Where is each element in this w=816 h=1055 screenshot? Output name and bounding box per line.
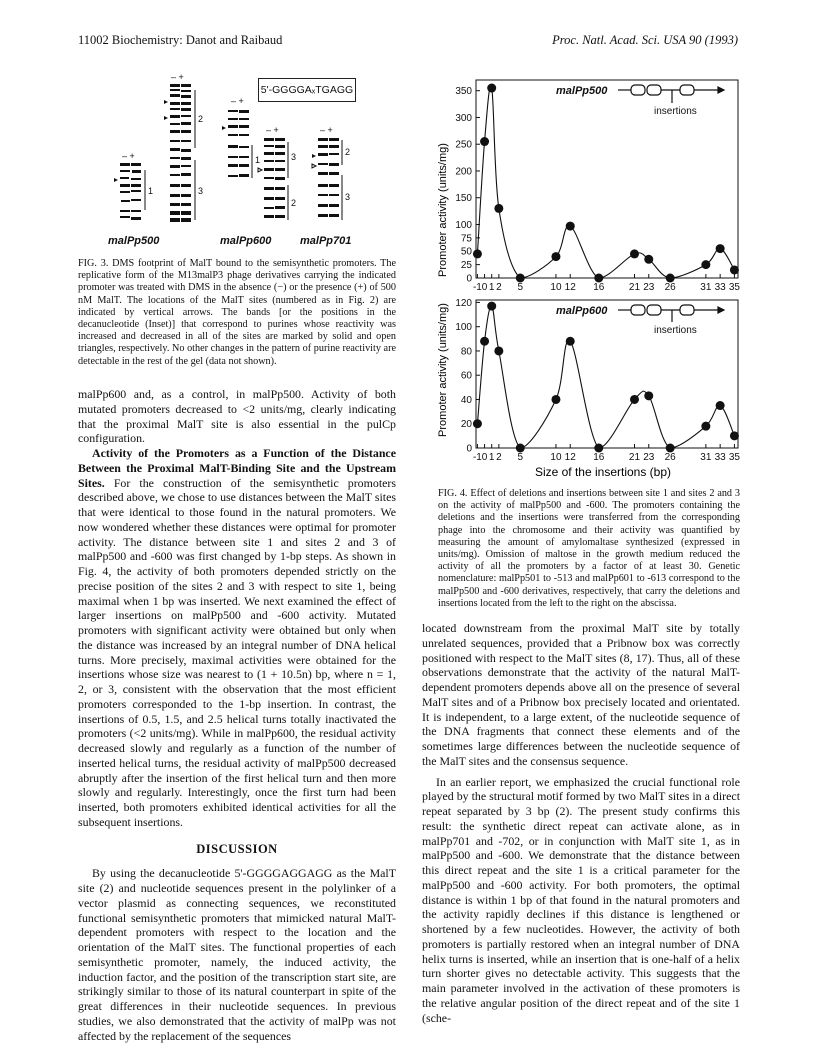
minus-plus-label-1a: – + <box>122 151 135 161</box>
y-tick-label: 300 <box>455 112 472 124</box>
y-tick-label: 60 <box>460 370 472 382</box>
x-tick-label: 2 <box>496 282 502 293</box>
gel-lane-600a <box>228 110 249 177</box>
data-point <box>701 260 710 269</box>
y-tick-label: 350 <box>455 86 472 98</box>
data-point <box>630 249 639 258</box>
figure-3-caption <box>78 258 396 368</box>
svg-text:malPp500: malPp500 <box>556 85 608 97</box>
svg-text:1: 1 <box>255 155 261 165</box>
data-point <box>701 422 710 431</box>
lane-label-malPp600: malPp600 <box>220 235 272 247</box>
x-tick-label: 21 <box>628 452 641 463</box>
svg-text:2: 2 <box>198 114 204 124</box>
y-tick-label: 40 <box>460 394 472 406</box>
x-tick-label: 1 <box>488 282 495 293</box>
x-tick-label: 2 <box>496 452 502 463</box>
paragraph-distance-text: For the construction of the semisynthetic promoters described above, we chose to use distances between the MalT sites that were identical to those found in the natural promoters. We now wondered whether these distances were optimal for promoter activity. The distance between site 1 and sites 2 and 3 of malPp500 and -600 was first changed by 1-bp steps. As shown in Fig. 4, the activity of both promoters depended strictly on the precise position of the sites 2 and 3 with respect to site 1, being maximal when 1 bp was inserted. We next examined the effect of larger insertions on malPp500 and -600 activity. Mutated promoters with significant activity were obtained but only when the distance was increased by an integral number of DNA helical turns. More precisely, maximal activities were obtained for the insertions whose size was nearest to (1 + 10.5n) bp, where n = 1, 2, or 3, consistent with the observation that the most efficient promoters corresponded to the 1-bp insertion. In contrast, the insertions of 0.5, 1.5, and 2.5 helical turns totally inactivated the promoters (<2 units/mg). While in malPp600, the residual activity decreased slowly and regularly as a function of the number of inserted helical turns, the residual activity of malPp500 decreased abruptly after the insertion of the first helical turn and then more slowly and regularly. Interestingly, once the first turn had been inserted, both promoters exhibited identical activities for all the subsequent insertions. <box>78 475 396 829</box>
y-tick-label: 120 <box>455 297 472 309</box>
paragraph-distance <box>78 446 396 830</box>
running-header <box>78 33 738 49</box>
data-point <box>666 274 675 283</box>
chart-malPp600 <box>455 298 740 463</box>
data-point <box>473 249 482 258</box>
data-point <box>666 444 675 453</box>
figure-4-charts <box>418 60 748 480</box>
y-axis-label-bottom: Promoter activity (units/mg) <box>437 303 449 437</box>
svg-text:2: 2 <box>291 198 297 208</box>
figure-4-caption <box>438 488 740 610</box>
plot-frame <box>476 300 738 448</box>
y-tick-label: 0 <box>466 273 472 285</box>
x-tick-label: 5 <box>517 282 524 293</box>
data-point <box>644 255 653 264</box>
construct-diagram-500 <box>556 85 724 117</box>
svg-text:malPp600: malPp600 <box>556 305 608 317</box>
gel-lane-500a <box>120 163 141 220</box>
x-tick-label: 10 <box>550 452 562 463</box>
x-tick-label: 23 <box>643 282 655 293</box>
left-column <box>78 387 396 1043</box>
x-tick-label: 5 <box>517 452 524 463</box>
svg-text:– +: – + <box>171 72 184 82</box>
svg-text:3: 3 <box>291 152 297 162</box>
data-point <box>566 222 575 231</box>
x-tick-label: 31 <box>700 282 712 293</box>
y-tick-label: 250 <box>455 139 472 151</box>
y-tick-label: 80 <box>460 346 472 358</box>
figure-4-caption-text: FIG. 4. Effect of deletions and insertions between site 1 and sites 2 and 3 on the activity of malPp500 and -600. The promoters containing the deletions and the insertions were transferred from the corresponding phage into the chromosome and their activity was quantified by measuring the amount of amylomaltase synthesized (expressed in units/mg). Omission of maltose in the growth medium reduced the activity of all the promoters by a factor of at least 30. Genetic nomenclature: malPp501 to -513 and malPp601 to -613 correspond to the malPp500 and -600 derivatives, respectively, that carry the deletions and insertions located from the left to the right on the abscissa. <box>438 488 740 609</box>
y-axis-label-top: Promoter activity (units/mg) <box>437 143 449 277</box>
data-point <box>516 274 525 283</box>
data-point <box>487 84 496 93</box>
paragraph-direct-repeat: In an earlier report, we emphasized the crucial functional role played by the structural motif formed by two MalT sites in a direct repeat separated by 3 bp (2). The present study confirms this result: the synthetic direct repeat can activate alone, as in malPp701 and -702, or in conjunction with MalT site 1, as in malPp500 and -600. We demonstrate that the distance between this direct repeat and the site 1 is a critical parameter for the malPp500 and -600 activity. For both promoters, the optimal distance is within 1 bp of that found in the natural promoters and the activity rapidly declines if this distance is lengthened or shortened by a few nucleotides. However, the activity of both promoters is partially restored when an integral number of DNA helix turns is inserted, while an insertion that is one-half of a helix turn shorter gives no detectable activity. This suggests that the main parameter involved in the activation of these promoters is the relative angular position of the direct repeat and of the site 1 (sche- <box>422 774 740 1025</box>
x-tick-label: 16 <box>593 282 605 293</box>
data-point <box>487 302 496 311</box>
gel-lane-600b <box>264 138 285 218</box>
data-point <box>716 244 725 253</box>
y-tick-label: 100 <box>455 219 472 231</box>
x-axis-label: Size of the insertions (bp) <box>534 465 672 479</box>
data-point <box>494 204 503 213</box>
y-tick-label: 100 <box>455 322 472 334</box>
data-point <box>594 444 603 453</box>
section-heading-activity: Activity of the Promoters as a Function of the Distance Between the Proximal MalT-Binding Site and the Upstream Sites. <box>78 446 396 490</box>
x-tick-label: 35 <box>728 452 740 463</box>
x-tick-label: 12 <box>564 452 576 463</box>
data-point <box>480 137 489 146</box>
data-point <box>594 274 603 283</box>
x-tick-label: -1 <box>472 282 482 293</box>
right-column <box>422 621 740 1025</box>
x-tick-label: -1 <box>472 452 482 463</box>
x-tick-label: 26 <box>664 282 676 293</box>
inset-sequence: 5'-GGGGAₓTGAGG <box>260 84 354 96</box>
data-point <box>480 337 489 346</box>
x-tick-label: 26 <box>664 452 676 463</box>
data-point <box>551 395 560 404</box>
svg-text:insertions: insertions <box>654 106 697 117</box>
x-tick-label: 33 <box>714 282 726 293</box>
y-tick-label: 25 <box>460 260 472 272</box>
data-point <box>516 444 525 453</box>
paragraph-pribnow: located downstream from the proximal MalT site by totally unrelated sequences, provided that a Pribnow box was correctly positioned with respect to the MalT sites (8, 17). Thus, all of these observations demonstrate that the activity of the natural MalT-dependent promoters depends above all on the presence of several MalT sites and of a Pribnow box precisely located and orientated. It is independent, to a large extent, of the nucleotide sequence of the DNA fragments that connect these elements and of the sometimes large differences between the nucleotide sequence of the MalT sites and the consensus sequence. <box>422 621 740 768</box>
data-point <box>644 391 653 400</box>
x-tick-label: 33 <box>714 452 726 463</box>
data-point <box>551 252 560 261</box>
data-point <box>494 346 503 355</box>
x-tick-label: 0 <box>481 452 488 463</box>
y-tick-label: 50 <box>460 246 472 258</box>
journal-citation: Proc. Natl. Acad. Sci. USA 90 (1993) <box>552 33 738 47</box>
data-point <box>730 431 739 440</box>
construct-diagram-600 <box>556 305 724 336</box>
discussion-heading: DISCUSSION <box>196 841 278 856</box>
svg-text:1: 1 <box>148 186 154 196</box>
paragraph-discussion: By using the decanucleotide 5'-GGGGAGGAGG as the MalT site (2) and nucleotide sequences present in the polylinker of a vector plasmid as connecting sequences, we reconstituted functional semisynthetic promoters that mimicked natural MalT-dependent promoters with respect to the location and the orientation of the MalT sites. The functional properties of each semisynthetic promoter, namely, the induced activity, the induction factor, and the position of the transcription start site, are strikingly similar to those of its natural counterpart in spite of the great differences in their nucleotide sequences. In previous studies, we also demonstrated that the activity of malPp was not affected by the replacement of the sequences <box>78 866 396 1043</box>
decanucleotide-inset <box>258 78 356 102</box>
x-tick-label: 35 <box>728 282 740 293</box>
y-tick-label: 200 <box>455 166 472 178</box>
svg-text:– +: – + <box>320 125 333 135</box>
lane-label-malPp701: malPp701 <box>300 235 352 247</box>
gel-lane-500b <box>170 84 191 222</box>
x-tick-label: 21 <box>628 282 641 293</box>
figure-3-caption-text: FIG. 3. DMS footprint of MalT bound to the semisynthetic promoters. The replicative form of the M13malP3 phage derivatives carrying the indicated promoter was treated with DMS in the absence (−) or the presence (+) of 500 nM MalT. The locations of the MalT sites (numbered as in Fig. 2) are indicated by vertical arrows. The bands [or the positions in the decanucleotide (Inset)] that correspond to purines whose reactivity was increased and decreased in all of the sites are marked by solid and open triangles, respectively. No other changes in the pattern of purine reactivity are detectable in the rest of the gel (data not shown). <box>78 258 396 367</box>
x-tick-label: 23 <box>643 452 655 463</box>
data-point <box>630 395 639 404</box>
data-point <box>566 337 575 346</box>
x-tick-label: 12 <box>564 282 576 293</box>
gel-lane-701 <box>318 138 339 217</box>
svg-text:– +: – + <box>231 96 244 106</box>
page-number-and-authors: 11002 Biochemistry: Danot and Raibaud <box>78 33 283 47</box>
svg-text:3: 3 <box>345 192 351 202</box>
x-tick-label: 0 <box>481 282 488 293</box>
x-tick-label: 10 <box>550 282 562 293</box>
data-point <box>730 265 739 274</box>
data-point <box>473 419 482 428</box>
svg-text:3: 3 <box>198 186 204 196</box>
svg-text:insertions: insertions <box>654 325 697 336</box>
y-tick-label: 0 <box>466 443 472 455</box>
lane-label-malPp500: malPp500 <box>108 235 160 247</box>
x-tick-label: 1 <box>488 452 495 463</box>
plot-frame <box>476 80 738 278</box>
svg-text:– +: – + <box>266 125 279 135</box>
paragraph-pulcp: malPp600 and, as a control, in malPp500. Activity of both mutated promoters decreased to <2 units/mg, clearly indicating that the proximal MalT site is also essential in the pulCp configuration. <box>78 387 396 446</box>
y-tick-label: 20 <box>460 419 472 431</box>
y-tick-label: 150 <box>455 193 472 205</box>
figure-4 <box>418 60 748 480</box>
data-point <box>716 401 725 410</box>
chart-malPp500 <box>455 80 740 293</box>
x-tick-label: 16 <box>593 452 605 463</box>
y-tick-label: 75 <box>460 233 472 245</box>
x-tick-label: 31 <box>700 452 712 463</box>
svg-text:2: 2 <box>345 147 351 157</box>
